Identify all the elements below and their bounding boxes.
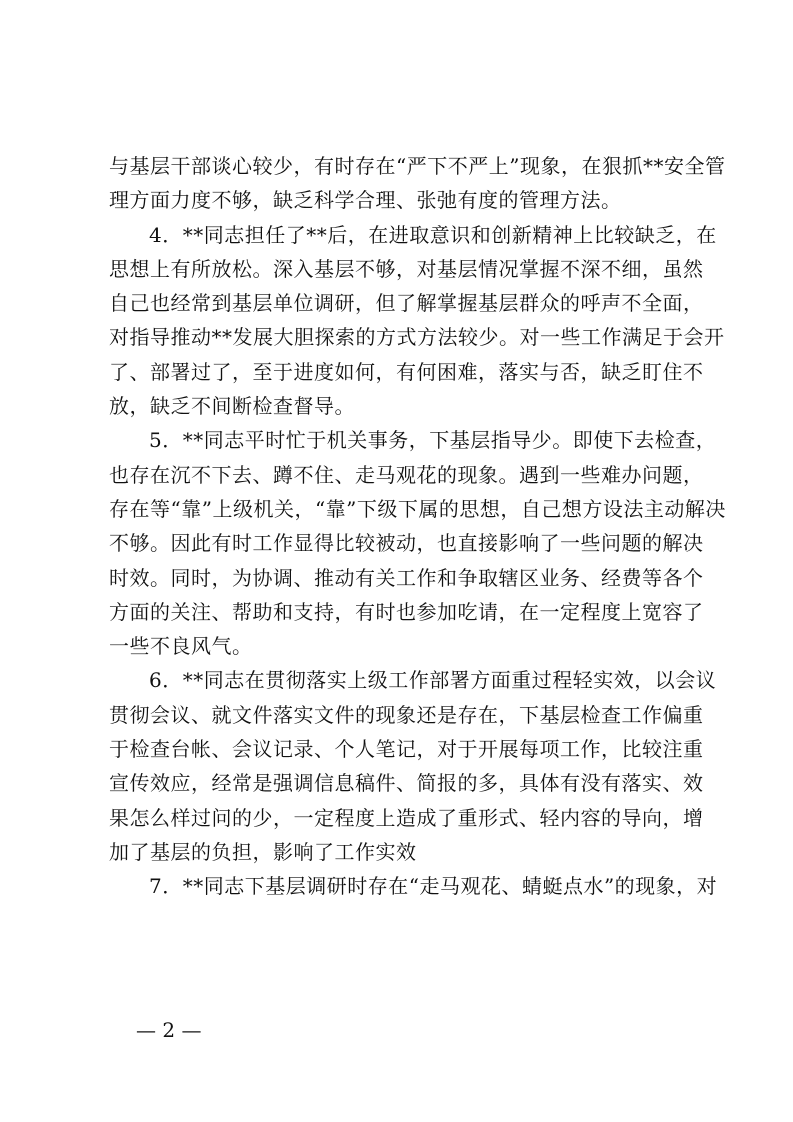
paragraph — [109, 423, 726, 663]
text-line: 理方面力度不够，缺乏科学合理、张弛有度的管理方法。 — [109, 188, 622, 213]
paragraph — [109, 218, 725, 424]
paragraph — [109, 869, 718, 903]
text-line: 贯彻会议、就文件落实文件的现象还是存在，下基层检查工作偏重 — [109, 702, 704, 727]
text-line: 于检查台帐、会议记录、个人笔记，对于开展每项工作，比较注重 — [109, 737, 704, 762]
text-line: 4．**同志担任了**后，在进取意识和创新精神上比较缺乏，在 — [149, 222, 717, 247]
text-line: 时效。同时，为协调、推动有关工作和争取辖区业务、经费等各个 — [109, 565, 704, 590]
text-line: 思想上有所放松。深入基层不够，对基层情况掌握不深不细，虽然 — [109, 256, 704, 281]
text-line: 方面的关注、帮助和支持，有时也参加吃请，在一定程度上宽容了 — [109, 599, 704, 624]
text-line: 一些不良风气。 — [109, 634, 253, 659]
text-line: 与基层干部谈心较少，有时存在“严下不严上”现象，在狠抓**安全管 — [109, 154, 726, 178]
text-line: 放，缺乏不间断检查督导。 — [109, 394, 355, 419]
text-line: 存在等“靠”上级机关，“靠”下级下属的思想，自己想方设法主动解决 — [109, 496, 726, 521]
body-text — [109, 149, 726, 904]
text-line: 对指导推动**发展大胆探索的方式方法较少。对一些工作满足于会开 — [109, 325, 725, 350]
text-line: 不够。因此有时工作显得比较被动，也直接影响了一些问题的解决 — [109, 531, 704, 556]
text-line: 自己也经常到基层单位调研，但了解掌握基层群众的呼声不全面， — [109, 291, 704, 316]
text-line: 宣传效应，经常是强调信息稿件、简报的多，具体有没有落实、效 — [109, 771, 704, 796]
paragraph — [109, 663, 717, 869]
text-line: 6．**同志在贯彻落实上级工作部署方面重过程轻实效，以会议 — [149, 668, 717, 693]
text-line: 果怎么样过问的少，一定程度上造成了重形式、轻内容的导向，增 — [109, 805, 704, 830]
text-line: 也存在沉不下去、蹲不住、走马观花的现象。遇到一些难办问题， — [109, 462, 704, 487]
text-line: 5．**同志平时忙于机关事务，下基层指导少。即使下去检查， — [149, 428, 717, 453]
text-line: 7．**同志下基层调研时存在“走马观花、蜻蜓点水”的现象，对 — [149, 874, 718, 899]
page-number: — 2 — — [136, 1018, 202, 1042]
text-line: 了、部署过了，至于进度如何，有何困难，落实与否，缺乏盯住不 — [109, 359, 704, 384]
paragraph — [109, 149, 726, 218]
text-line: 加了基层的负担，影响了工作实效 — [109, 839, 417, 864]
